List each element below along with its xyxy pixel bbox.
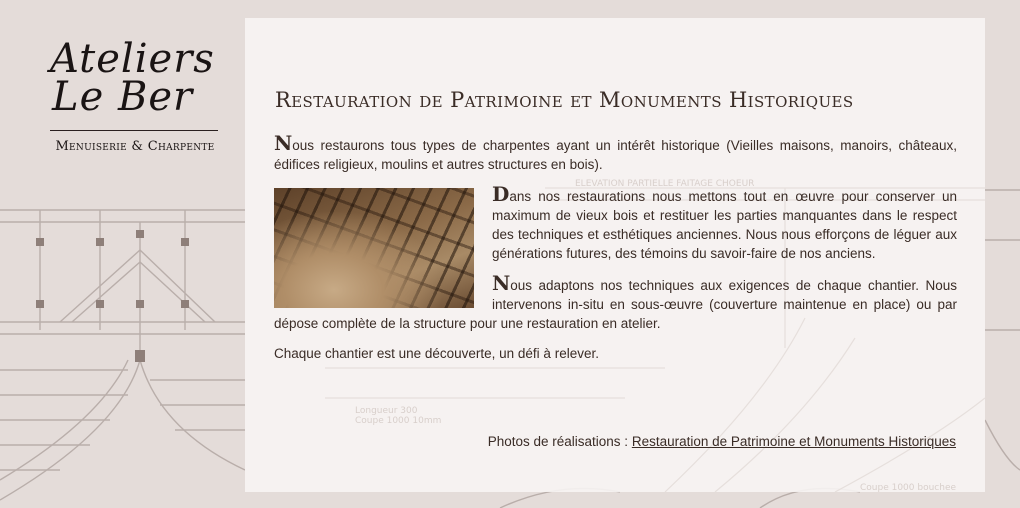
paragraph-challenge: Chaque chantier est une découverte, un défi à relever. (274, 346, 599, 361)
page-title: Restauration de Patrimoine et Monuments Historiques (275, 88, 854, 112)
dropcap: N (492, 271, 511, 295)
paragraph-text: ans nos restaurations nous mettons tout en œuvre pour conserver un maximum de vieux bois et restituer les parties manquantes dans le respect des techniques et esthétiques anciennes. Nous nous efforçons de léguer aux générations futures, des témoins du savoir-faire de nos anciens. (492, 189, 957, 261)
paragraph-text: ous adaptons nos techniques aux exigences de chaque chantier. Nous intervenons in-situ en sous-œuvre (couverture maintenue en place) ou par dépose complète de la structure pour une restauration en atelier. (274, 278, 957, 331)
sketch-note-elevation: ELEVATION PARTIELLE FAITAGE CHOEUR (575, 179, 755, 189)
attic-timber-photo[interactable] (274, 188, 474, 308)
sketch-note-1: Longueur 300 (355, 406, 418, 416)
paragraph-intro (274, 131, 957, 174)
paragraph-text: ous restaurons tous types de charpentes ayant un intérêt historique (Vieilles maisons, manoirs, châteaux, édifices religieux, moulins et autres structures en bois). (274, 138, 957, 172)
content-body (274, 131, 957, 374)
logo-divider (50, 130, 218, 131)
sketch-note-3: Coupe 1000 bouchee (860, 483, 957, 492)
logo-line-2: Le Ber (52, 74, 194, 120)
logo-subtitle: Menuiserie & Charpente (55, 139, 215, 154)
content-panel (245, 18, 985, 492)
sketch-note-2: Coupe 1000 10mm (355, 416, 442, 426)
dropcap: D (492, 182, 510, 206)
photos-section (488, 434, 956, 449)
photos-label: Photos de réalisations : (487, 434, 629, 449)
brand-logo[interactable] (50, 36, 220, 154)
dropcap: N (274, 131, 293, 155)
photos-link[interactable]: Restauration de Patrimoine et Monuments Historiques (631, 434, 956, 449)
logo-line-1: Ateliers (50, 36, 215, 82)
